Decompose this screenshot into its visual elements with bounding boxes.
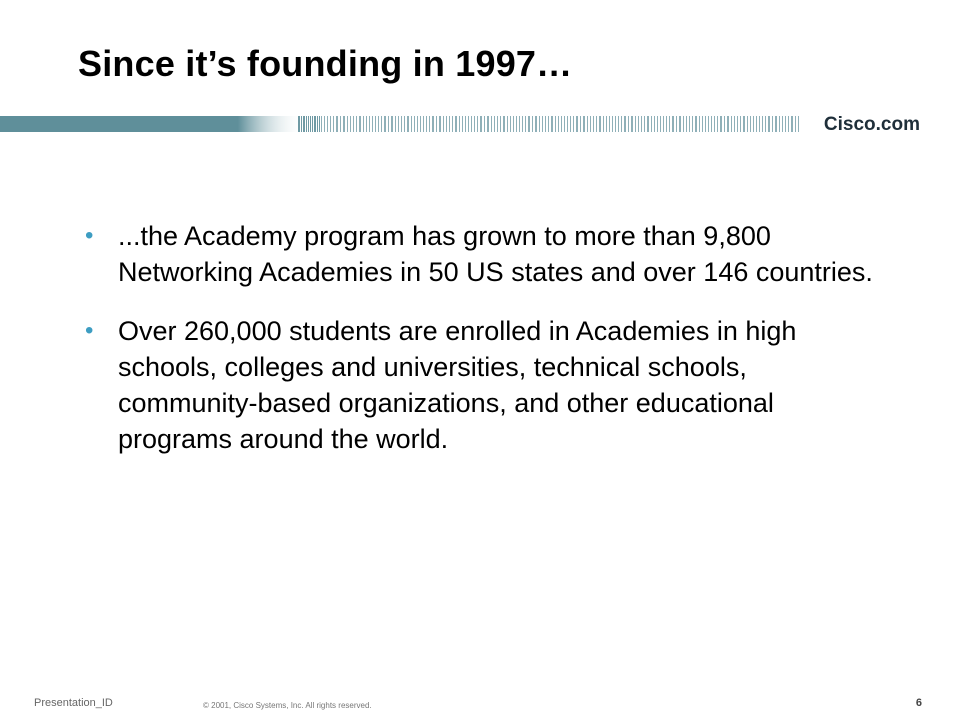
header-band-graphic [0, 112, 960, 136]
header-band-tick [612, 116, 613, 132]
header-band-tick [310, 116, 311, 132]
header-band-tick [319, 116, 320, 132]
header-band-tick [330, 116, 331, 132]
header-band-tick [532, 116, 533, 132]
header-band-tick [375, 116, 376, 132]
header-band-tick [465, 116, 466, 132]
header-band-tick [609, 116, 610, 132]
header-band-tick [647, 116, 649, 132]
header-band-tick [750, 116, 751, 132]
header-band-tick [356, 116, 357, 132]
header-band-tick [606, 116, 607, 132]
header-band-tick [452, 116, 453, 132]
header-band-tick [762, 116, 763, 132]
header-band-tick [782, 116, 783, 132]
header-band-tick [439, 116, 441, 132]
header-band-tick [497, 116, 498, 132]
header-band-tick [717, 116, 718, 132]
header-band-tick [381, 116, 382, 132]
header-band-tick [429, 116, 430, 132]
header-band-tick [314, 116, 316, 132]
header-band-tick [398, 116, 399, 132]
header-band-tick [484, 116, 485, 132]
header-band-tick [455, 116, 457, 132]
header-band-tick [528, 116, 530, 132]
header-band-tick [420, 116, 421, 132]
header-band-tick [779, 116, 780, 132]
header-band-tick [426, 116, 427, 132]
header-band-tick [635, 116, 636, 132]
header-band-tick [503, 116, 505, 132]
header-band-tick [378, 116, 379, 132]
header-band-tick [388, 116, 389, 132]
header-band-tick [443, 116, 444, 132]
header-band-tick [699, 116, 700, 132]
header-band-tick [663, 116, 664, 132]
header-band-tick [384, 116, 386, 132]
header-band-tick [727, 116, 729, 132]
header-band-tick [679, 116, 681, 132]
header-band-tick [596, 116, 597, 132]
copyright-notice: © 2001, Cisco Systems, Inc. All rights reserved. [203, 701, 372, 710]
header-band-tick [618, 116, 619, 132]
header-band-tick [491, 116, 492, 132]
header-band-tick [638, 116, 639, 132]
header-band-tick [404, 116, 405, 132]
header-band-tick [669, 116, 670, 132]
header-band-tick [468, 116, 469, 132]
header-band-tick [672, 116, 674, 132]
header-band-tick [340, 116, 341, 132]
header-band-tick [298, 116, 300, 132]
header-band-tick [321, 116, 322, 132]
presentation-id: Presentation_ID [34, 697, 113, 709]
header-band-tick [522, 116, 523, 132]
header-band-tick [545, 116, 546, 132]
header-band-tick [747, 116, 748, 132]
header-band-tick [317, 116, 318, 132]
header-band-tick [621, 116, 622, 132]
header-band-tick [423, 116, 424, 132]
header-band-tick [363, 116, 364, 132]
header-band-tick [580, 116, 581, 132]
header-band-tick [740, 116, 741, 132]
header-band-tick [734, 116, 735, 132]
header-band-tick [407, 116, 409, 132]
header-band-tick [474, 116, 475, 132]
header-band-tick [772, 116, 773, 132]
bullet-text-1: ...the Academy program has grown to more than 9,800 Networking Academies in 50 US states and over 146 countries. [118, 221, 873, 287]
header-band-tick [411, 116, 412, 132]
header-band-tick [347, 116, 348, 132]
header-band-tick [660, 116, 661, 132]
header-band-tick [714, 116, 715, 132]
bullet-text-2: Over 260,000 students are enrolled in Academies in high schools, colleges and universities, technical schools, community-based organizations, and other educational programs around the world. [118, 316, 797, 454]
header-band-tick [743, 116, 745, 132]
header-band-tick [724, 116, 725, 132]
header-band-tick [759, 116, 760, 132]
header-band-tick [737, 116, 738, 132]
header-band-tick [477, 116, 478, 132]
header-band-tick [731, 116, 732, 132]
header-band-tick [654, 116, 655, 132]
header-band-tick [555, 116, 556, 132]
header-band-tick [539, 116, 540, 132]
header-band-tick [548, 116, 549, 132]
header-band-tick [785, 116, 786, 132]
header-band-tick [676, 116, 677, 132]
bullet-icon: • [85, 317, 94, 344]
header-band-ticks [298, 116, 799, 132]
header-band-tick [692, 116, 693, 132]
header-band-tick [631, 116, 633, 132]
header-band-tick [599, 116, 601, 132]
header-band-tick [558, 116, 559, 132]
header-band-tick [695, 116, 697, 132]
header-band-tick [708, 116, 709, 132]
header-band-tick [628, 116, 629, 132]
header-band-tick [436, 116, 437, 132]
header-band-bar [0, 116, 305, 132]
header-band-tick [705, 116, 706, 132]
header-band-tick [500, 116, 501, 132]
header-band-tick [720, 116, 722, 132]
header-band-tick [641, 116, 642, 132]
header-band-tick [471, 116, 472, 132]
header-band-tick [756, 116, 757, 132]
header-band-tick [570, 116, 571, 132]
header-band-tick [775, 116, 777, 132]
header-band-tick [564, 116, 565, 132]
header-band-tick [369, 116, 370, 132]
header-band-tick [417, 116, 418, 132]
header-band-tick [494, 116, 495, 132]
header-band-tick [711, 116, 712, 132]
header-band-tick [306, 116, 307, 132]
header-band-tick [336, 116, 338, 132]
header-band-tick [551, 116, 553, 132]
bullet-icon: • [85, 222, 94, 249]
header-band-tick [753, 116, 754, 132]
header-band-tick [657, 116, 658, 132]
header-band-tick [519, 116, 520, 132]
header-band-tick [567, 116, 568, 132]
header-band-tick [395, 116, 396, 132]
header-band-tick [587, 116, 588, 132]
header-band-tick [480, 116, 482, 132]
header-band-tick [593, 116, 594, 132]
header-band-tick [312, 116, 313, 132]
header-band-tick [702, 116, 703, 132]
bullet-item-2 [80, 313, 880, 457]
header-band-tick [525, 116, 526, 132]
header-band-tick [542, 116, 543, 132]
header-band-tick [343, 116, 345, 132]
header-band-tick [327, 116, 328, 132]
header-band-tick [795, 116, 796, 132]
cisco-logo: Cisco.com [823, 114, 920, 135]
header-band-tick [513, 116, 514, 132]
header-band-tick [615, 116, 616, 132]
header-band-tick [462, 116, 463, 132]
header-band-tick [303, 116, 305, 132]
header-band-tick [765, 116, 766, 132]
header-band-tick [446, 116, 447, 132]
header-band-tick [401, 116, 402, 132]
header-band-tick [689, 116, 690, 132]
header-band-tick [372, 116, 373, 132]
header-band-tick [487, 116, 489, 132]
header-band-tick [432, 116, 434, 132]
header-band-tick [308, 116, 309, 132]
header-band-tick [666, 116, 667, 132]
header-band-tick [683, 116, 684, 132]
header-band-tick [359, 116, 361, 132]
header-band-tick [576, 116, 578, 132]
bullet-item-1 [80, 218, 880, 290]
header-band-tick [353, 116, 354, 132]
slide-title: Since it’s founding in 1997… [78, 43, 573, 84]
header-band-tick [590, 116, 591, 132]
header-band-tick [644, 116, 645, 132]
header-band-tick [583, 116, 585, 132]
header-band-tick [573, 116, 574, 132]
header-band-tick [324, 116, 325, 132]
header-band-tick [791, 116, 793, 132]
header-band-tick [788, 116, 789, 132]
header-band-tick [333, 116, 334, 132]
header-band-tick [414, 116, 415, 132]
header-band-tick [768, 116, 770, 132]
header-band-tick [686, 116, 687, 132]
header-band-tick [459, 116, 460, 132]
header-band-tick [510, 116, 511, 132]
header-band-tick [535, 116, 537, 132]
header-band-tick [507, 116, 508, 132]
header-band-tick [561, 116, 562, 132]
header-band-tick [798, 116, 799, 132]
header-band-tick [350, 116, 351, 132]
header-band-tick [391, 116, 393, 132]
header-band-tick [651, 116, 652, 132]
header-band-tick [301, 116, 302, 132]
header-band-tick [624, 116, 626, 132]
header-band-tick [366, 116, 367, 132]
page-number: 6 [915, 697, 922, 709]
header-band-tick [603, 116, 604, 132]
bullet-list [80, 218, 880, 480]
header-band [0, 112, 960, 136]
header-band-tick [449, 116, 450, 132]
header-band-tick [516, 116, 517, 132]
